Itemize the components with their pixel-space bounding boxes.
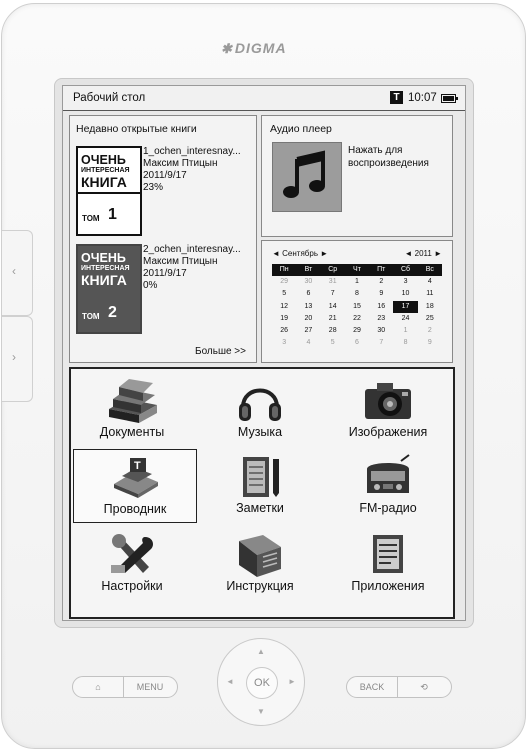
audio-player-panel[interactable]: [261, 115, 453, 237]
audio-player-heading: Аудио плеер: [270, 123, 332, 135]
recent-books-panel: [69, 115, 257, 363]
calendar-day[interactable]: 18: [425, 302, 434, 310]
app-label: Музыка: [237, 425, 283, 439]
tools-icon: [105, 531, 159, 577]
text-mode-icon: T: [390, 91, 403, 104]
calendar-weekday: Пн: [272, 264, 296, 276]
page-back-key[interactable]: [2, 230, 33, 316]
app-label: Инструкция: [226, 579, 294, 593]
app-images[interactable]: [327, 373, 449, 445]
play-hint: Нажать для воспроизведения: [348, 145, 429, 169]
ok-button[interactable]: OK: [246, 667, 278, 699]
calendar-day[interactable]: 1: [403, 326, 408, 334]
app-file-explorer[interactable]: [73, 449, 197, 523]
app-label: Документы: [99, 425, 165, 439]
svg-text:T: T: [134, 460, 141, 472]
calendar-day[interactable]: 8: [403, 339, 408, 347]
manual-icon: [233, 531, 287, 577]
home-button[interactable]: [73, 677, 124, 697]
rotate-button[interactable]: [398, 677, 450, 697]
calendar-day[interactable]: 13: [304, 302, 313, 310]
calendar-day[interactable]: 9: [427, 339, 432, 347]
back-rotate-rocker: [346, 676, 452, 698]
book-filename: 2_ochen_interesnay...: [143, 244, 241, 255]
book-author: Максим Птицын: [143, 256, 218, 267]
calendar-day[interactable]: 6: [355, 339, 359, 347]
file-explorer-icon: [108, 454, 162, 500]
calendar-day[interactable]: 25: [425, 314, 434, 322]
app-label: Проводник: [103, 502, 167, 516]
navigation-pad[interactable]: [217, 638, 305, 726]
book-author: Максим Птицын: [143, 158, 218, 169]
calendar-day[interactable]: 14: [328, 302, 337, 310]
calendar-day[interactable]: 5: [282, 290, 287, 298]
home-menu-rocker: [72, 676, 178, 698]
calendar-day[interactable]: 28: [328, 326, 337, 334]
calendar-weekday: Вт: [296, 264, 320, 276]
arrow-up-icon[interactable]: ▲: [257, 647, 265, 656]
arrow-right-icon[interactable]: ►: [288, 677, 296, 686]
calendar-day[interactable]: 2: [427, 326, 432, 334]
cover-text: ОЧЕНЬ: [81, 153, 126, 167]
notepad-icon: [233, 453, 287, 499]
screen: [62, 85, 466, 621]
cover-text: 2: [108, 304, 117, 321]
chevron-left-icon: ‹: [12, 264, 16, 278]
recent-books-heading: Недавно открытые книги: [76, 123, 197, 135]
brand-logo: ✱ DIGMA: [221, 40, 287, 56]
calendar-day[interactable]: 10: [401, 290, 410, 298]
book-cover-2[interactable]: [76, 244, 142, 334]
more-books-link[interactable]: Больше >>: [195, 346, 246, 357]
app-label: FM-радио: [359, 501, 417, 515]
cover-text: ИНТЕРЕСНАЯ: [81, 265, 130, 272]
calendar-weekday: Вс: [418, 264, 442, 276]
app-label: Заметки: [236, 501, 284, 515]
chevron-right-icon: ›: [12, 350, 16, 364]
calendar-day[interactable]: 15: [353, 302, 361, 310]
book-cover-1[interactable]: [76, 146, 142, 236]
calendar-day[interactable]: 6: [306, 290, 311, 298]
app-applications[interactable]: [327, 527, 449, 599]
cover-text: ИНТЕРЕСНАЯ: [81, 167, 130, 174]
headphones-icon: [233, 377, 287, 423]
calendar-day[interactable]: 3: [403, 278, 408, 286]
radio-icon: [361, 453, 415, 499]
book-date: 2011/9/17: [143, 268, 187, 279]
page-title: Рабочий стол: [73, 92, 146, 104]
app-fm-radio[interactable]: [327, 449, 449, 521]
calendar-week-row: [272, 288, 442, 300]
calendar-day[interactable]: 19: [280, 314, 289, 322]
calendar-day[interactable]: 4: [427, 278, 432, 286]
app-manual[interactable]: [199, 527, 321, 599]
calendar-week-row: [272, 325, 442, 337]
calendar-day[interactable]: 1: [355, 278, 359, 286]
cover-text: КНИГА: [81, 272, 127, 288]
calendar-day[interactable]: 22: [353, 314, 361, 322]
app-notes[interactable]: [199, 449, 321, 521]
battery-icon: [441, 94, 456, 103]
arrow-left-icon[interactable]: ◄: [226, 677, 234, 686]
calendar-day[interactable]: 30: [377, 326, 386, 334]
music-note-icon[interactable]: [272, 142, 342, 212]
arrow-down-icon[interactable]: ▼: [257, 707, 265, 716]
calendar-day[interactable]: 7: [379, 339, 384, 347]
calendar-week-row: [272, 301, 442, 313]
book-info-1[interactable]: [143, 146, 241, 194]
calendar-year-selector[interactable]: ◄ 2011 ►: [404, 249, 442, 258]
app-label: Изображения: [348, 425, 428, 439]
book-progress: 0%: [143, 280, 158, 291]
calendar-day[interactable]: 20: [304, 314, 313, 322]
status-bar: [63, 86, 465, 111]
app-label: Приложения: [351, 579, 425, 593]
calendar-day[interactable]: 11: [426, 290, 434, 298]
calendar-grid: [272, 264, 442, 349]
app-music[interactable]: [199, 373, 321, 445]
cover-text: ТОМ: [82, 312, 100, 321]
cover-text: ТОМ: [82, 214, 100, 223]
calendar-day[interactable]: 12: [280, 302, 289, 310]
calendar-day-today[interactable]: 17: [393, 301, 417, 313]
calendar-day[interactable]: 9: [379, 290, 384, 298]
calendar-week-row: [272, 276, 442, 288]
calendar-day[interactable]: 21: [328, 314, 337, 322]
calendar-weekday: Пт: [369, 264, 393, 276]
calendar-day[interactable]: 8: [355, 290, 359, 298]
calendar-day[interactable]: 5: [330, 339, 335, 347]
calendar-day[interactable]: 26: [280, 326, 289, 334]
calendar-day[interactable]: 27: [304, 326, 313, 334]
home-icon: ⌂: [95, 682, 101, 692]
app-label: Настройки: [101, 579, 163, 593]
calendar-day[interactable]: 29: [353, 326, 361, 334]
book-filename: 1_ochen_interesnay...: [143, 146, 241, 157]
calendar-weekday: Сб: [393, 264, 417, 276]
applications-icon: [361, 531, 415, 577]
calendar-day[interactable]: 29: [280, 278, 289, 286]
calendar-week-row: [272, 337, 442, 349]
calendar-day[interactable]: 7: [330, 290, 335, 298]
rotate-icon: ⟲: [420, 682, 428, 692]
calendar-month-selector[interactable]: ◄ Сентябрь ►: [272, 249, 329, 258]
calendar-week-row: [272, 313, 442, 325]
calendar-day[interactable]: 23: [377, 314, 386, 322]
calendar-day[interactable]: 24: [401, 314, 410, 322]
page-forward-key[interactable]: [2, 316, 33, 402]
book-date: 2011/9/17: [143, 170, 187, 181]
cover-text: 1: [108, 206, 117, 223]
app-documents[interactable]: [71, 373, 193, 445]
clock: 10:07: [408, 92, 437, 104]
camera-icon: [361, 377, 415, 423]
calendar-nav: [272, 249, 442, 261]
back-button[interactable]: BACK: [347, 677, 398, 697]
cover-text: ОЧЕНЬ: [81, 251, 126, 265]
calendar-weekday: Чт: [345, 264, 369, 276]
calendar-day[interactable]: 4: [306, 339, 311, 347]
book-info-2[interactable]: [143, 244, 241, 292]
apps-grid: [69, 367, 455, 619]
books-icon: [105, 377, 159, 423]
app-settings[interactable]: [71, 527, 193, 599]
calendar-day[interactable]: 3: [282, 339, 287, 347]
calendar-panel: [261, 240, 453, 363]
calendar-weekday: Ср: [321, 264, 345, 276]
calendar-weekday-row: [272, 264, 442, 276]
calendar-day[interactable]: 30: [304, 278, 313, 286]
cover-text: КНИГА: [81, 174, 127, 190]
calendar-day[interactable]: 2: [379, 278, 384, 286]
calendar-day[interactable]: 31: [328, 278, 337, 286]
calendar-day[interactable]: 16: [377, 302, 386, 310]
menu-button[interactable]: MENU: [136, 682, 164, 692]
book-progress: 23%: [143, 182, 164, 193]
